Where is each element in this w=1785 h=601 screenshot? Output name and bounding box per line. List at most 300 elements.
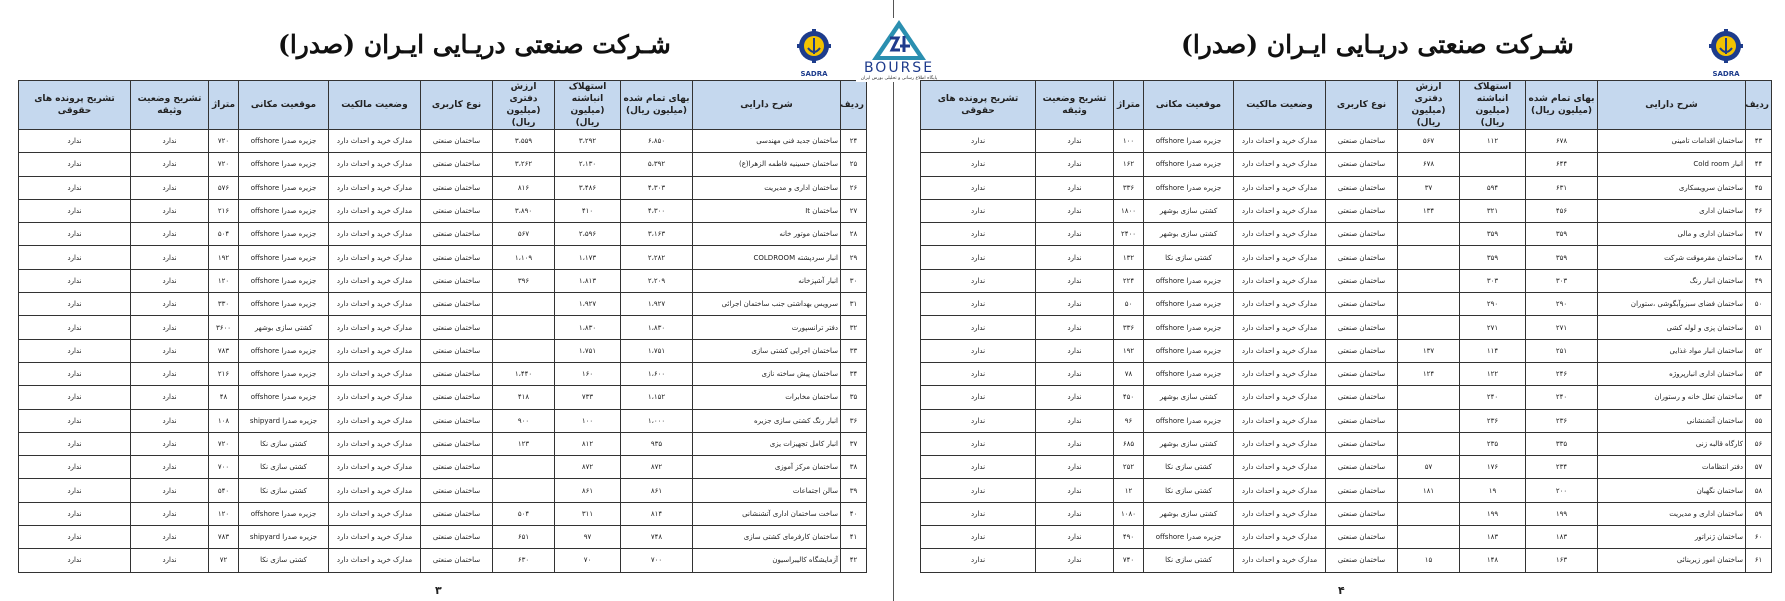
table-cell: ساختمان صنعتی (421, 339, 493, 362)
table-cell: ۸۷۲ (555, 456, 621, 479)
table-cell: ۴۱۰ (555, 199, 621, 222)
table-cell: ۳۰ (841, 269, 867, 292)
table-cell: ندارد (1036, 409, 1114, 432)
column-header: ارزش دفتری (میلیون ریال) (493, 81, 555, 130)
table-cell: ۳۱ (841, 293, 867, 316)
table-cell: ندارد (131, 199, 209, 222)
table-row (921, 362, 1772, 385)
table-cell: ۳،۲۶۲ (493, 153, 555, 176)
table-cell: ۴۳ (1746, 130, 1772, 153)
table-cell: انبار Cold room (1598, 153, 1746, 176)
table-cell: ۵۹ (1746, 502, 1772, 525)
table-cell: مدارک خرید و احداث دارد (1234, 199, 1326, 222)
table-cell: ۲،۵۹۶ (555, 223, 621, 246)
table-cell: ندارد (921, 339, 1036, 362)
table-cell: ندارد (1036, 386, 1114, 409)
table-cell: ۲۴۰ (1460, 386, 1526, 409)
table-cell: ساختمان صنعتی (421, 293, 493, 316)
table-cell: ۳۲ (841, 316, 867, 339)
table-cell: ساختمان صنعتی (421, 526, 493, 549)
table-cell: مدارک خرید و احداث دارد (329, 386, 421, 409)
column-header: موقعیت مکانی (1144, 81, 1234, 130)
column-header: متراژ (1114, 81, 1144, 130)
table-cell: ۸۷۲ (621, 456, 693, 479)
column-header: نوع کاربری (1326, 81, 1398, 130)
table-cell: ۴۱۸ (493, 386, 555, 409)
table-row (19, 479, 867, 502)
table-cell: مدارک خرید و احداث دارد (329, 456, 421, 479)
table-cell: ۲،۱۳۰ (555, 153, 621, 176)
table-cell: ۱۳۲ (1114, 246, 1144, 269)
table-cell: مدارک خرید و احداث دارد (329, 316, 421, 339)
table-cell: کشتی سازی بوشهر (239, 316, 329, 339)
table-cell: جزیره صدرا offshore (239, 199, 329, 222)
table-row (19, 456, 867, 479)
table-cell: ندارد (19, 502, 131, 525)
table-cell: ندارد (1036, 199, 1114, 222)
table-cell: ندارد (19, 316, 131, 339)
table-cell: کشتی سازی نکا (1144, 456, 1234, 479)
table-cell: ۱،۱۷۳ (555, 246, 621, 269)
table-cell: ۷۸ (1114, 362, 1144, 385)
table-cell: ۷۰ (555, 549, 621, 572)
table-row (19, 246, 867, 269)
table-row (19, 153, 867, 176)
table-cell: دفتر ترانسپورت (693, 316, 841, 339)
table-cell: ساختمان صنعتی (1326, 339, 1398, 362)
page-divider (893, 0, 894, 601)
table-cell: ۴۷ (1746, 223, 1772, 246)
table-cell: ندارد (921, 293, 1036, 316)
table-row (19, 409, 867, 432)
table-cell: ندارد (19, 526, 131, 549)
table-cell: ندارد (131, 223, 209, 246)
table-cell: ۷۸۳ (209, 339, 239, 362)
column-header: وضعیت مالکیت (1234, 81, 1326, 130)
table-cell: ندارد (921, 432, 1036, 455)
table-cell: ندارد (131, 502, 209, 525)
table-cell: کشتی سازی بوشهر (1144, 386, 1234, 409)
table-cell: مدارک خرید و احداث دارد (1234, 223, 1326, 246)
table-cell: ساختمان صنعتی (1326, 409, 1398, 432)
gear-icon (792, 26, 836, 68)
table-cell: ساختمان سرویسکاری (1598, 176, 1746, 199)
table-row (19, 316, 867, 339)
table-cell: ۲۷۱ (1460, 316, 1526, 339)
table-cell: ۲۳۴ (1526, 456, 1598, 479)
table-cell: ساختمان حسینیه فاطمه الزهرا(ع) (693, 153, 841, 176)
table-cell: ندارد (921, 479, 1036, 502)
table-cell: ۳۳ (841, 339, 867, 362)
table-cell: ندارد (131, 409, 209, 432)
table-cell: ۱۶۳ (1526, 549, 1598, 572)
table-cell: ساختمان مخابرات (693, 386, 841, 409)
table-row (19, 293, 867, 316)
table-cell: ۶،۸۵۰ (621, 130, 693, 153)
table-row (921, 130, 1772, 153)
table-cell: ساختمان صنعتی (421, 479, 493, 502)
table-row (921, 339, 1772, 362)
table-row (921, 432, 1772, 455)
table-cell: ساختمان It (693, 199, 841, 222)
document-page-left (0, 0, 880, 601)
table-cell: ۴۰ (841, 502, 867, 525)
table-cell: جزیره صدرا offshore (239, 223, 329, 246)
table-cell: ساختمان صنعتی (1326, 176, 1398, 199)
table-cell: جزیره صدرا offshore (1144, 176, 1234, 199)
table-cell: مدارک خرید و احداث دارد (329, 502, 421, 525)
table-cell: ساختمان فضای سبزوآبگوشی ،ستوران (1598, 293, 1746, 316)
table-cell: ۲۳۶ (1526, 409, 1598, 432)
table-cell: ۳۰۳ (1526, 269, 1598, 292)
table-cell: ندارد (19, 293, 131, 316)
table-cell: ساختمان پزی و لوله کشی (1598, 316, 1746, 339)
table-cell: ندارد (131, 386, 209, 409)
table-row (19, 199, 867, 222)
column-header: استهلاک انباشته (میلیون ریال) (1460, 81, 1526, 130)
table-cell: ندارد (131, 176, 209, 199)
table-row (921, 479, 1772, 502)
table-cell: ساختمان اجرایی کشتی سازی (693, 339, 841, 362)
table-cell: ۱۷۶ (1460, 456, 1526, 479)
table-cell: جزیره صدرا offshore (239, 293, 329, 316)
table-cell: ندارد (131, 153, 209, 176)
table-row (921, 153, 1772, 176)
table-cell: ۳۲۱ (1460, 199, 1526, 222)
table-cell: ساختمان امور زیربنائی (1598, 549, 1746, 572)
table-row (19, 269, 867, 292)
table-cell: ۱،۱۰۹ (493, 246, 555, 269)
table-cell: ۱،۸۳۰ (621, 316, 693, 339)
table-cell: ندارد (131, 362, 209, 385)
table-cell: ۵۹۴ (1460, 176, 1526, 199)
table-cell: مدارک خرید و احداث دارد (1234, 456, 1326, 479)
table-cell: جزیره صدرا offshore (239, 176, 329, 199)
table-cell: مدارک خرید و احداث دارد (1234, 339, 1326, 362)
table-cell: جزیره صدرا shipyard (239, 526, 329, 549)
company-logo (792, 26, 836, 76)
table-row (19, 339, 867, 362)
table-cell: ساختمان صنعتی (1326, 293, 1398, 316)
table-cell: ۱،۷۵۱ (621, 339, 693, 362)
table-cell: ۳۸ (841, 456, 867, 479)
table-cell: ندارد (19, 409, 131, 432)
table-cell: جزیره صدرا shipyard (239, 409, 329, 432)
table-cell: ساختمان صنعتی (421, 246, 493, 269)
table-cell: ندارد (1036, 176, 1114, 199)
table-cell: ۳۶۰۰ (209, 316, 239, 339)
table-cell: ۹۳۵ (621, 432, 693, 455)
table-cell: جزیره صدرا offshore (239, 153, 329, 176)
table-cell: ندارد (19, 269, 131, 292)
table-cell (1398, 316, 1460, 339)
table-cell: ساختمان اداری و مالی (1598, 223, 1746, 246)
assets-table (920, 80, 1772, 573)
table-cell: ساختمان اداری انبارپروژه (1598, 362, 1746, 385)
table-cell: کشتی سازی بوشهر (1144, 502, 1234, 525)
column-header: ارزش دفتری (میلیون ریال) (1398, 81, 1460, 130)
table-cell: ۴،۳۰۰ (621, 199, 693, 222)
table-cell: ندارد (19, 456, 131, 479)
table-cell: ندارد (921, 316, 1036, 339)
table-cell: ۸۱۲ (555, 432, 621, 455)
table-cell: ۱۱۴ (1460, 339, 1526, 362)
table-cell: ۵۲ (1746, 339, 1772, 362)
table-cell: ندارد (1036, 456, 1114, 479)
table-cell: ۵۶۷ (493, 223, 555, 246)
table-cell: ۱۸۳ (1460, 526, 1526, 549)
table-cell: مدارک خرید و احداث دارد (329, 432, 421, 455)
table-cell: ۱۳۴ (1398, 199, 1460, 222)
table-cell: ساختمان انبار مواد غذایی (1598, 339, 1746, 362)
table-cell: ۶۴۴ (1526, 153, 1598, 176)
table-cell: ندارد (1036, 316, 1114, 339)
column-header: متراژ (209, 81, 239, 130)
table-cell: ۲۵ (841, 153, 867, 176)
table-cell: ندارد (1036, 549, 1114, 572)
table-cell: ۱۶۰ (555, 362, 621, 385)
table-row (921, 549, 1772, 572)
table-cell: مدارک خرید و احداث دارد (329, 130, 421, 153)
table-cell: ۱۰۸ (209, 409, 239, 432)
column-header: ردیف (841, 81, 867, 130)
table-cell: ۱۲۰ (209, 269, 239, 292)
table-cell: ۵۷ (1398, 456, 1460, 479)
table-cell: ۶۱ (1746, 549, 1772, 572)
bourse-logo-tagline: پایگاه اطلاع رسانی و تحلیلی بورس ایران (860, 76, 938, 81)
table-cell: ۳،۱۶۳ (621, 223, 693, 246)
table-cell: ساختمان انبار رنگ (1598, 269, 1746, 292)
table-cell: مدارک خرید و احداث دارد (1234, 362, 1326, 385)
table-cell: ساختمان صنعتی (421, 432, 493, 455)
table-cell: ندارد (131, 479, 209, 502)
table-cell: ۶۸۵ (1114, 432, 1144, 455)
table-row (19, 432, 867, 455)
table-cell: ۴۹ (1746, 269, 1772, 292)
table-cell: مدارک خرید و احداث دارد (329, 293, 421, 316)
table-cell (1398, 269, 1460, 292)
table-cell: جزیره صدرا offshore (239, 339, 329, 362)
table-cell: کشتی سازی نکا (239, 549, 329, 572)
table-cell: ساختمان پیش ساخته نازی (693, 362, 841, 385)
table-cell: ساختمان صنعتی (421, 386, 493, 409)
table-cell: جزیره صدرا offshore (1144, 316, 1234, 339)
table-cell: ۴۸ (209, 386, 239, 409)
table-cell: ۱۰۰ (1114, 130, 1144, 153)
table-cell: ندارد (131, 549, 209, 572)
table-cell: ساختمان موتور خانه (693, 223, 841, 246)
table-cell: ۵۷۶ (209, 176, 239, 199)
table-cell: ساختمان صنعتی (421, 176, 493, 199)
table-cell: ۳،۲۹۲ (555, 130, 621, 153)
table-cell: ۵۳ (1746, 362, 1772, 385)
table-cell: ساختمان صنعتی (1326, 246, 1398, 269)
table-cell: ۳۳۶ (1114, 316, 1144, 339)
table-cell: ۲۲۴ (1114, 269, 1144, 292)
table-cell: ندارد (19, 153, 131, 176)
table-cell: ۱،۸۳۰ (555, 316, 621, 339)
table-cell: ندارد (921, 130, 1036, 153)
column-header: شرح دارایی (1598, 81, 1746, 130)
table-cell (1398, 386, 1460, 409)
table-cell: ۷۲۰ (209, 153, 239, 176)
column-header: تشریح پرونده های حقوقی (19, 81, 131, 130)
table-row (921, 456, 1772, 479)
table-cell: آزمایشگاه کالیبراسیون (693, 549, 841, 572)
table-cell: ساختمان صنعتی (421, 223, 493, 246)
table-cell: ۱۲۲ (1460, 362, 1526, 385)
table-cell: ساختمان صنعتی (421, 199, 493, 222)
table-cell: دفتر انتظامات (1598, 456, 1746, 479)
table-cell: ۳،۸۹۰ (493, 199, 555, 222)
table-cell: ۱،۴۴۰ (493, 362, 555, 385)
table-cell: ندارد (1036, 339, 1114, 362)
table-cell: ندارد (921, 526, 1036, 549)
table-cell: ۵،۳۹۲ (621, 153, 693, 176)
table-cell: ۹۰۰ (493, 409, 555, 432)
table-cell: کشتی سازی نکا (1144, 549, 1234, 572)
column-header: تشریح وضعیت وثیقه (131, 81, 209, 130)
table-cell: ۳۳۵ (1526, 432, 1598, 455)
table-cell: جزیره صدرا offshore (239, 269, 329, 292)
table-cell: ندارد (921, 502, 1036, 525)
table-cell: ساختمان صنعتی (1326, 386, 1398, 409)
table-cell: ساختمان صنعتی (1326, 432, 1398, 455)
table-cell: ۱۹۹ (1460, 502, 1526, 525)
table-cell: ساختمان اداری و مدیریت (693, 176, 841, 199)
table-cell: ندارد (921, 409, 1036, 432)
table-cell: ۲۴۶ (1526, 362, 1598, 385)
table-row (921, 316, 1772, 339)
table-cell: ۱۲ (1114, 479, 1144, 502)
table-cell: ساختمان مرکز آموزی (693, 456, 841, 479)
table-cell: ساخت ساختمان اداری آتشنشانی (693, 502, 841, 525)
table-cell (1398, 293, 1460, 316)
table-cell: ۱،۱۵۲ (621, 386, 693, 409)
table-cell: مدارک خرید و احداث دارد (329, 223, 421, 246)
table-row (921, 386, 1772, 409)
table-cell: ندارد (1036, 502, 1114, 525)
table-cell: ندارد (19, 339, 131, 362)
table-cell: ۸۱۴ (621, 502, 693, 525)
table-cell: ۲۵۲ (1114, 456, 1144, 479)
table-cell: ۱۲۴ (1398, 362, 1460, 385)
table-cell: ۲۶ (841, 176, 867, 199)
document-page-right (906, 0, 1785, 601)
table-cell: ۳۶ (841, 409, 867, 432)
table-cell: ساختمان صنعتی (1326, 479, 1398, 502)
table-cell: ۳۹۶ (493, 269, 555, 292)
table-row (19, 130, 867, 153)
bourse-logo-word: BOURSE (863, 60, 935, 76)
table-cell: مدارک خرید و احداث دارد (1234, 526, 1326, 549)
table-cell (1398, 223, 1460, 246)
table-row (19, 549, 867, 572)
table-cell: ندارد (131, 130, 209, 153)
table-cell: ندارد (921, 176, 1036, 199)
table-row (19, 223, 867, 246)
table-cell (493, 316, 555, 339)
column-header: بهای تمام شده (میلیون ریال) (1526, 81, 1598, 130)
table-cell: ۱۳۷ (1398, 339, 1460, 362)
table-cell: ۴۵ (1746, 176, 1772, 199)
assets-table (18, 80, 867, 573)
table-cell (493, 456, 555, 479)
table-cell: کارگاه قالبه زنی (1598, 432, 1746, 455)
table-cell: جزیره صدرا offshore (239, 246, 329, 269)
table-row (921, 409, 1772, 432)
table-cell: ۱،۰۰۰ (621, 409, 693, 432)
table-cell: ۷۲۰ (209, 432, 239, 455)
table-cell: مدارک خرید و احداث دارد (1234, 130, 1326, 153)
table-cell: ۲،۲۰۹ (621, 269, 693, 292)
table-cell: ساختمان صنعتی (1326, 526, 1398, 549)
table-cell: ساختمان صنعتی (1326, 199, 1398, 222)
table-cell: ساختمان آتشنشانی (1598, 409, 1746, 432)
table-cell: جزیره صدرا offshore (1144, 339, 1234, 362)
table-cell: ۱۹۲ (209, 246, 239, 269)
table-cell (1398, 246, 1460, 269)
table-cell: ساختمان صنعتی (1326, 362, 1398, 385)
table-cell: ندارد (921, 269, 1036, 292)
table-cell: ساختمان صنعتی (1326, 130, 1398, 153)
column-header: شرح دارایی (693, 81, 841, 130)
table-cell: ساختمان صنعتی (1326, 269, 1398, 292)
table-row (921, 269, 1772, 292)
table-cell: ندارد (1036, 479, 1114, 502)
table-cell: ساختمان صنعتی (421, 130, 493, 153)
logo-text: SADRA (1712, 70, 1740, 78)
table-body (921, 130, 1772, 573)
table-cell: ساختمان جدید فنی مهندسی (693, 130, 841, 153)
column-header: موقعیت مکانی (239, 81, 329, 130)
table-cell: ندارد (1036, 293, 1114, 316)
page-number: ۳ (435, 584, 442, 597)
table-cell: ساختمان صنعتی (421, 502, 493, 525)
table-cell: ۴۶ (1746, 199, 1772, 222)
table-cell: جزیره صدرا offshore (1144, 153, 1234, 176)
table-cell: ۶۳۰ (493, 549, 555, 572)
table-cell: ندارد (1036, 130, 1114, 153)
table-cell (493, 293, 555, 316)
table-cell: ندارد (921, 362, 1036, 385)
table-cell: سرویس بهداشتی جنب ساختمان اجرائی (693, 293, 841, 316)
table-row (19, 362, 867, 385)
table-cell: ۱،۹۲۷ (555, 293, 621, 316)
table-cell: ۶۰ (1746, 526, 1772, 549)
table-row (921, 293, 1772, 316)
table-cell: مدارک خرید و احداث دارد (329, 409, 421, 432)
table-cell: کشتی سازی نکا (1144, 246, 1234, 269)
table-cell: انبار آشپزخانه (693, 269, 841, 292)
table-cell: مدارک خرید و احداث دارد (1234, 269, 1326, 292)
page-title: شـرکت صنعتی دریـایی ایـران (صدرا) (278, 30, 671, 59)
table-cell (1398, 409, 1460, 432)
table-cell: ۴۱ (841, 526, 867, 549)
table-cell: ۱۲۳ (493, 432, 555, 455)
table-cell: ۵۰۴ (209, 223, 239, 246)
table-cell: مدارک خرید و احداث دارد (329, 153, 421, 176)
table-cell: کشتی سازی بوشهر (1144, 432, 1234, 455)
table-cell: ۱۶۲ (1114, 153, 1144, 176)
table-cell: ساختمان صنعتی (1326, 456, 1398, 479)
table-cell: ۳۹ (841, 479, 867, 502)
table-cell: ندارد (131, 456, 209, 479)
table-row (19, 502, 867, 525)
table-cell: انبار سردپشته COLDROOM (693, 246, 841, 269)
table-cell: ندارد (921, 153, 1036, 176)
table-cell: ساختمان اداری (1598, 199, 1746, 222)
